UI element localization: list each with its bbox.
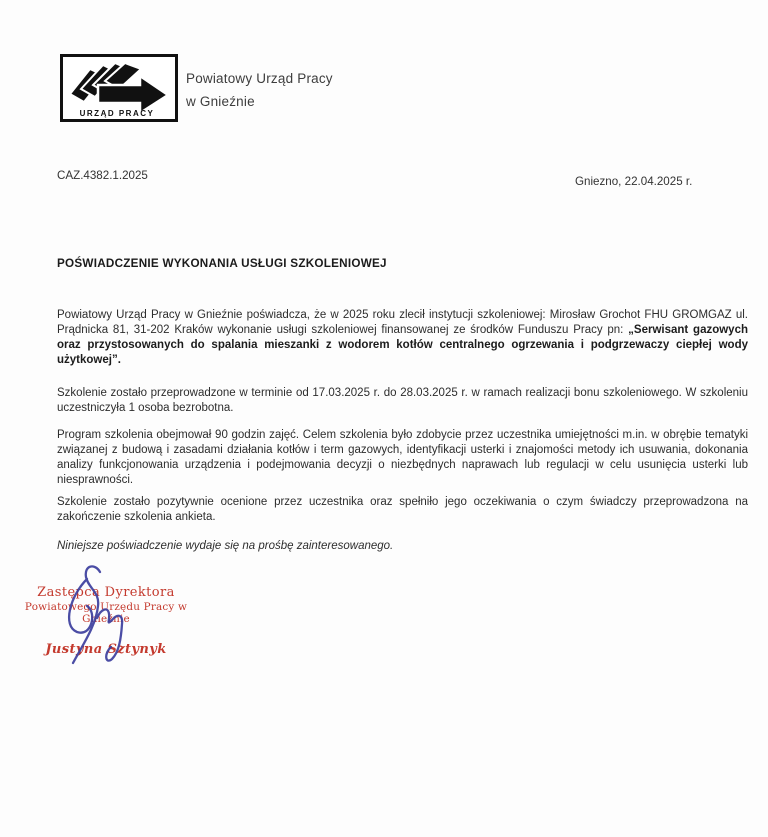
paragraph-commission: [57, 308, 748, 369]
place-date: Gniezno, 22.04.2025 r.: [575, 175, 693, 188]
document-title: POŚWIADCZENIE WYKONANIA USŁUGI SZKOLENIOWEJ: [57, 257, 387, 270]
urzad-pracy-arrows-icon: [60, 54, 178, 122]
paragraph-training-dates: Szkolenie zostało przeprowadzone w terminie od 17.03.2025 r. do 28.03.2025 r. w ramach realizacji bonu szkoleniowego. W szkoleniu uczestniczyła 1 osoba bezrobotna.: [57, 386, 748, 414]
paragraph-program-scope: Program szkolenia obejmował 90 godzin zajęć. Celem szkolenia było zdobycie przez uczestnika umiejętności m.in. w obrębie tematyki związanej z budową i zasadami działania kotłów i term gazowych, identyfikacji usterki i znajomości metody ich usuwania, dokonania analizy funkcjonowania urządzenia i podejmowania decyzji o niezbędnych naprawach lub regulacji w celu usunięcia usterki lub niesprawności.: [57, 428, 748, 487]
org-name: [186, 67, 333, 113]
logo-caption: URZĄD PRACY: [79, 109, 155, 118]
paragraph-evaluation: Szkolenie zostało pozytywnie ocenione przez uczestnika oraz spełniło jego oczekiwania o czym świadczy przeprowadzona na zakończenie szkolenia ankieta.: [57, 495, 748, 523]
handwritten-signature-icon: [52, 560, 144, 672]
training-course-name: „Serwisant gazowych oraz przystosowanych do spalania mieszanki z wodorem kotłów centralnego ogrzewania i podgrzewaczy ciepłej wody użytkowej”.: [57, 323, 748, 367]
stamp-role-line2: Powiatowego Urzędu Pracy w Gnieźnie: [24, 601, 188, 625]
case-number: CAZ.4382.1.2025: [57, 169, 148, 182]
paragraph-issue-note: Niniejsze poświadczenie wydaje się na prośbę zainteresowanego.: [57, 539, 394, 552]
org-name-line2: w Gnieźnie: [186, 94, 255, 109]
pup-logo: [60, 54, 178, 122]
org-name-line1: Powiatowy Urząd Pracy: [186, 71, 333, 86]
stamp-signee-name: Justyna Sztynyk: [45, 642, 167, 657]
paragraph-commission-text: Powiatowy Urząd Pracy w Gnieźnie poświadcza, że w 2025 roku zlecił instytucji szkoleniowej: Mirosław Grochot FHU GROMGAZ ul. Prądnicka 81, 31-202 Kraków wykonanie usługi szkoleniowej finansowanej ze środków Funduszu Pracy pn:: [57, 308, 748, 336]
stamp-role-line1: Zastępca Dyrektora: [37, 585, 175, 600]
